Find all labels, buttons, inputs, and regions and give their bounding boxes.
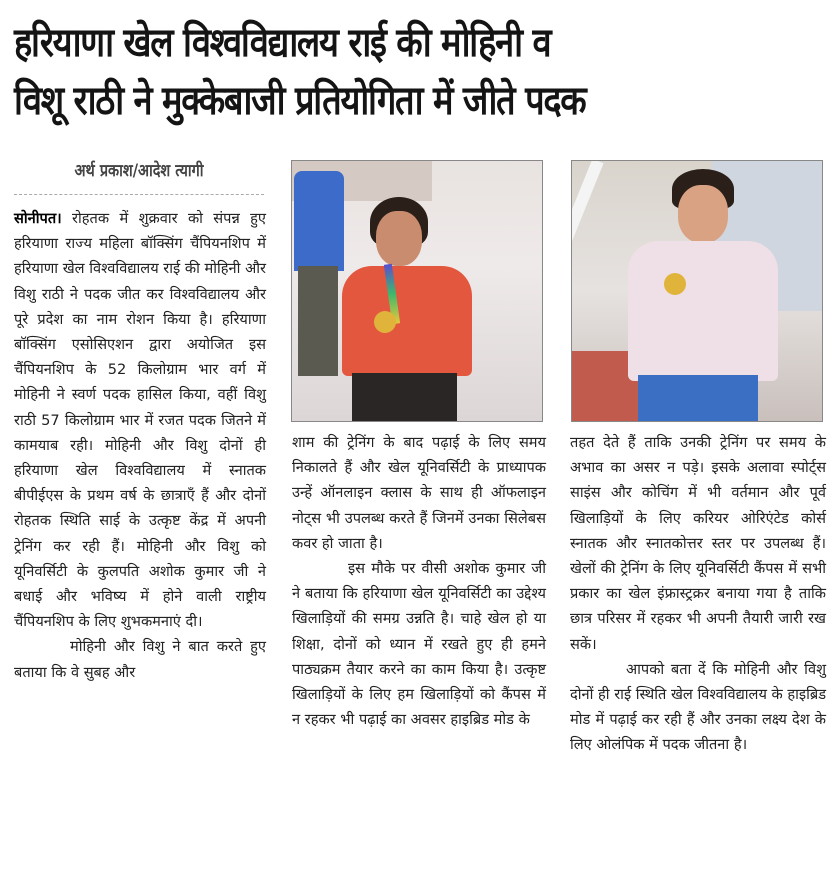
paragraph: शाम की ट्रेनिंग के बाद पढ़ाई के लिए समय निकालते हैं और खेल यूनिवर्सिटी के प्राध्यापक उन्हें ऑनलाइन क्लास के साथ ही ऑफलाइन नोट्स भी उपलब्ध करते हैं जिनमें उनका सिलेबस कवर हो जाता है। <box>292 434 546 552</box>
headline-line-2: विशू राठी ने मुक्केबाजी प्रतियोगिता में जीते पदक <box>14 78 586 124</box>
photo-vishu <box>571 160 823 422</box>
photo-bystander <box>294 171 344 271</box>
photo-person-face <box>678 185 728 243</box>
photo-medal <box>374 311 396 333</box>
byline-divider <box>14 194 264 195</box>
headline <box>14 14 715 130</box>
photo-person-shirt <box>342 266 472 376</box>
paragraph: मोहिनी और विशु ने बात करते हुए बताया कि वे सुबह और <box>14 638 266 681</box>
paragraph-text: रोहतक में शुक्रवार को संपन्न हुए हरियाणा राज्य महिला बॉक्सिंग चैंपियनशिप में हरियाणा खेल विश्वविद्यालय राई की मोहिनी और विशु राठी ने पदक जीत कर विश्वविद्यालय और पूरे प्रदेश का नाम रोशन किया है। हरियाणा बॉक्सिंग एसोसिएशन द्वारा अयोजित इस चैंपियनशिप के 52 किलोग्राम भार वर्ग में मोहिनी ने स्वर्ण पदक हासिल किया, वहीं विशु राठी 57 किलोग्राम भार में रजत पदक जितने में कामयाब रही। मोहिनी और विशु दोनों ही हरियाणा खेल विश्वविद्यालय में स्नातक बीपीईएस के प्रथम वर्ष के छात्राएँ हैं और दोनों रोहतक स्थिति साई के उत्कृष्ट केंद्र में अपनी ट्रेनिंग कर रही हैं। मोहिनी और विशु को यूनिवर्सिटी के कुलपति अशोक कुमार जी ने बधाई और भविष्य में होने वाली राष्ट्रीय चैंपियनशिप के लिए शुभकमनाएं दी। <box>14 210 266 631</box>
paragraph: तहत देते हैं ताकि उनकी ट्रेनिंग पर समय के अभाव का असर न पड़े। इसके अलावा स्पोर्ट्स साइंस और कोचिंग में भी वर्तमान और पूर्व खिलाड़ियों के लिए करियर ओरिएंटेड कोर्स स्नातक और स्नातकोत्तर स्तर पर उपलब्ध हैं। खेलों की ट्रेनिंग के लिए यूनिवर्सिटी कैंपस में सभी प्रकार का खेल इंफ्रास्ट्रक्रर बनाया गया है ताकि छात्र परिसर में रहकर भी अपनी तैयारी जारी रख सकें। <box>570 434 826 653</box>
article-column-2 <box>292 430 546 732</box>
dateline: सोनीपत। <box>14 210 62 227</box>
photo-person-pants <box>352 373 457 421</box>
photo-person-pants <box>638 375 758 421</box>
photo-mohini <box>291 160 543 422</box>
photo-bystander-legs <box>298 266 338 376</box>
paragraph <box>14 206 266 634</box>
photo-background-stand <box>571 160 604 321</box>
headline-line-1: हरियाणा खेल विश्वविद्यालय राई की मोहिनी व <box>14 20 551 66</box>
paragraph: इस मौके पर वीसी अशोक कुमार जी ने बताया कि हरियाणा खेल यूनिवर्सिटी का उद्देश्य खिलाड़ियों की समग्र उन्नति है। चाहे खेल हो या शिक्षा, दोनों को ध्यान में रखते हुए ही हमने पाठ्यक्रम तैयार करने का काम किया है। उत्कृष्ट खिलाड़ियों के लिए हम खिलाड़ियों को कैंपस में न रहकर भी पढ़ाई का अवसर हाइब्रिड मोड के <box>292 560 546 729</box>
photo-person-face <box>376 211 422 266</box>
byline: अर्थ प्रकाश/आदेश त्यागी <box>74 161 204 181</box>
article-column-1 <box>14 206 266 685</box>
photo-medal <box>664 273 686 295</box>
paragraph: आपको बता दें कि मोहिनी और विशु दोनों ही राई स्थिति खेल विश्वविद्यालय के हाइब्रिड मोड में पढ़ाई कर रही हैं और उनका लक्ष्य देश के लिए ओलंपिक में पदक जीतना है। <box>570 660 827 754</box>
photo-person-jacket <box>628 241 778 381</box>
article-column-3 <box>570 430 826 758</box>
